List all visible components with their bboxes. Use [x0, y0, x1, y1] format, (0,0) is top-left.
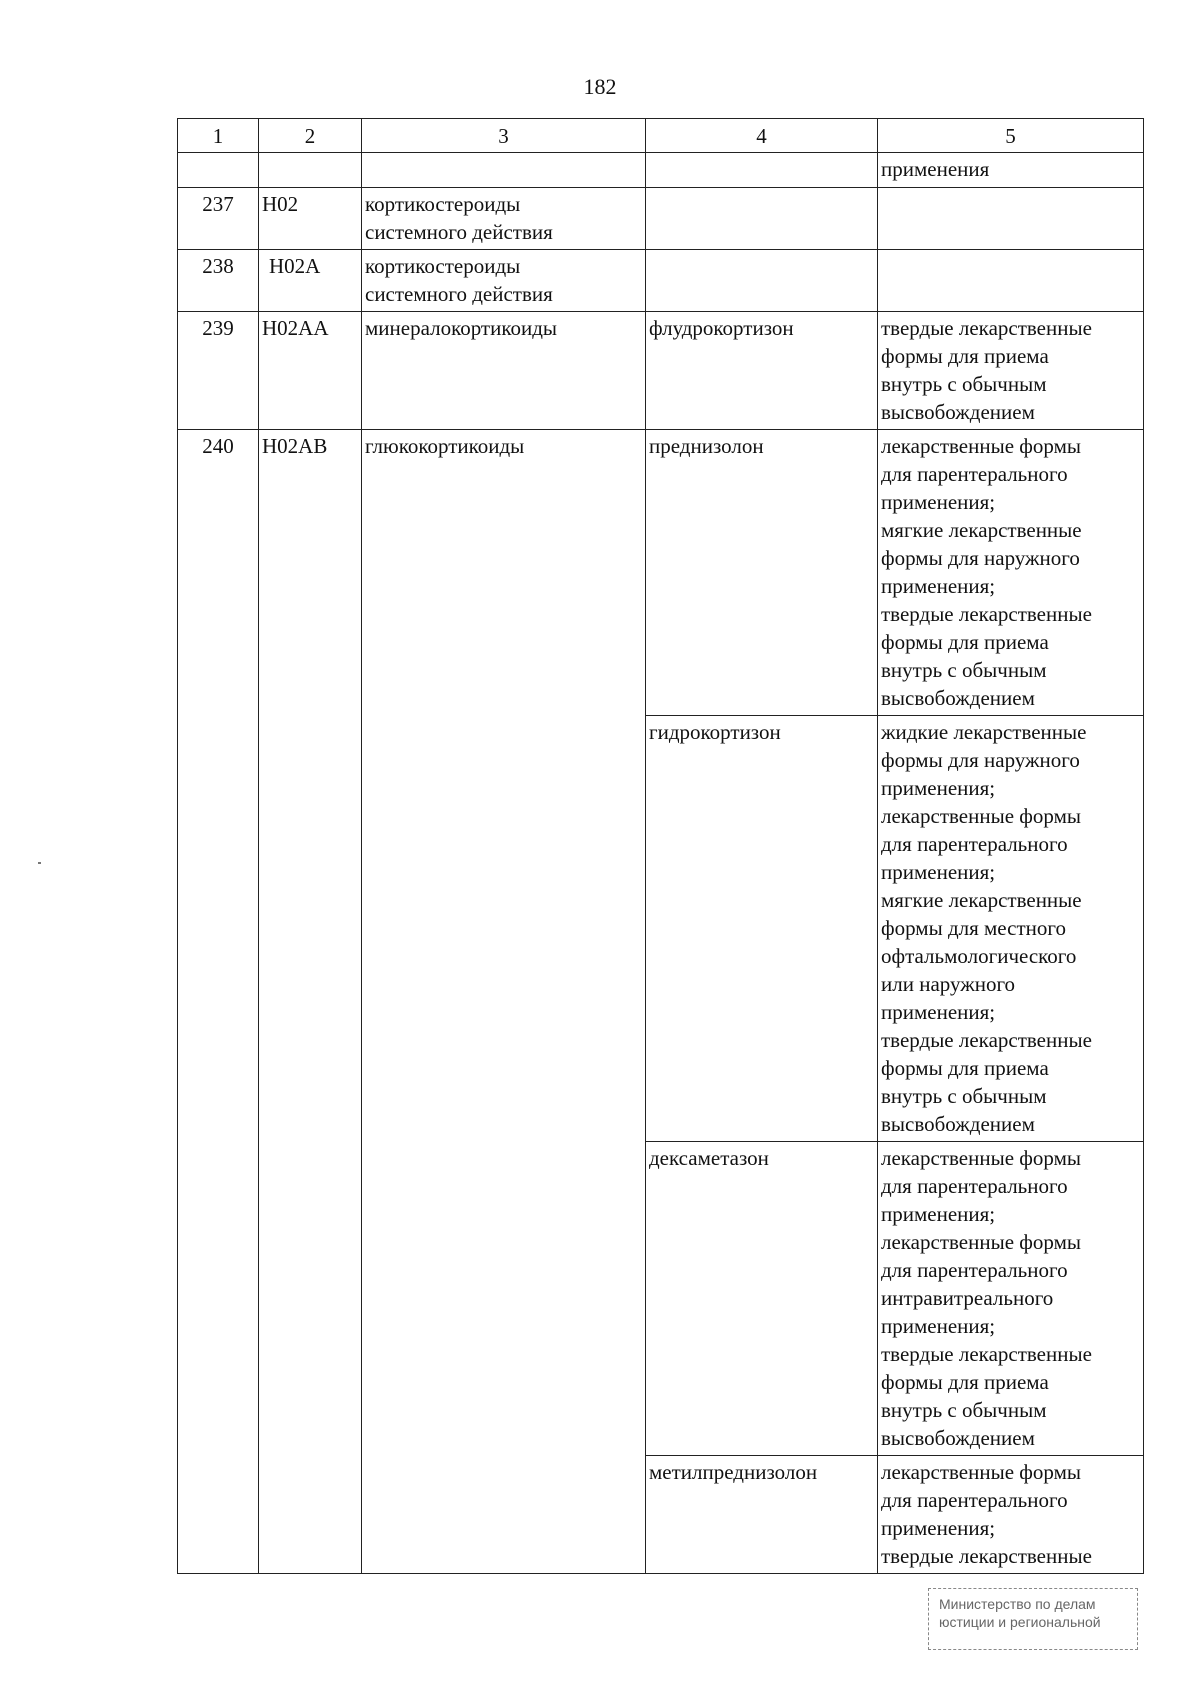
header-cell: 2: [259, 119, 362, 153]
header-cell: 5: [878, 119, 1144, 153]
form-line: мягкие лекарственные: [881, 518, 1082, 542]
ministry-stamp: [928, 1588, 1138, 1650]
row-number: 240: [178, 430, 259, 1574]
drug-name: метилпреднизолон: [646, 1456, 878, 1574]
table-row: [178, 312, 1144, 430]
form-line: для парентерального: [881, 832, 1068, 856]
form-line: применения;: [881, 1314, 996, 1338]
row-number: 239: [178, 312, 259, 430]
row-number: 237: [178, 188, 259, 250]
form-cell: [878, 1142, 1144, 1456]
table-row: [178, 188, 1144, 250]
form-line: твердые лекарственные: [881, 1342, 1092, 1366]
form-line: мягкие лекарственные: [881, 888, 1082, 912]
row-number: 238: [178, 250, 259, 312]
form-line: применения;: [881, 574, 996, 598]
form-line: твердые лекарственные: [881, 1028, 1092, 1052]
form-cell: [878, 1456, 1144, 1574]
form-line: лекарственные формы: [881, 1230, 1081, 1254]
header-cell: 1: [178, 119, 259, 153]
form-line: формы для наружного: [881, 748, 1080, 772]
atc-code: H02A: [259, 250, 362, 312]
group-cell: [362, 250, 646, 312]
form-line: применения;: [881, 776, 996, 800]
form-cell: [878, 430, 1144, 716]
form-line: применения;: [881, 860, 996, 884]
atc-code: H02: [259, 188, 362, 250]
form-line: интравитреального: [881, 1286, 1054, 1310]
form-cell: [878, 312, 1144, 430]
form-line: внутрь с обычным: [881, 658, 1047, 682]
form-line: для парентерального: [881, 1258, 1068, 1282]
group-line: системного действия: [365, 282, 553, 306]
group-line: глюкокортикоиды: [365, 434, 525, 458]
atc-code: H02AA: [259, 312, 362, 430]
form-line: применения;: [881, 1516, 996, 1540]
form-line: лекарственные формы: [881, 804, 1081, 828]
form-line: формы для приема: [881, 1056, 1049, 1080]
form-line: формы для местного: [881, 916, 1066, 940]
stamp-line: юстиции и региональной: [939, 1614, 1101, 1630]
form-line: высвобождением: [881, 400, 1035, 424]
table-row: [178, 430, 1144, 716]
form-line: для парентерального: [881, 462, 1068, 486]
form-line: для парентерального: [881, 1174, 1068, 1198]
form-line: твердые лекарственные: [881, 316, 1092, 340]
group-line: системного действия: [365, 220, 553, 244]
atc-code: H02AB: [259, 430, 362, 1574]
form-line: лекарственные формы: [881, 434, 1081, 458]
form-line: высвобождением: [881, 1112, 1035, 1136]
form-line: или наружного: [881, 972, 1016, 996]
form-line: твердые лекарственные: [881, 602, 1092, 626]
form-line: применения;: [881, 490, 996, 514]
drug-name: дексаметазон: [646, 1142, 878, 1456]
form-line: применения;: [881, 1202, 996, 1226]
scan-artifact: [38, 862, 41, 864]
drug-name: флудрокортизон: [646, 312, 878, 430]
page-number: 182: [583, 74, 617, 99]
form-line: высвобождением: [881, 686, 1035, 710]
form-line: для парентерального: [881, 1488, 1068, 1512]
form-line: лекарственные формы: [881, 1146, 1081, 1170]
group-cell: [362, 188, 646, 250]
stamp-line: Министерство по делам: [939, 1596, 1096, 1612]
header-cell: 3: [362, 119, 646, 153]
form-line: формы для приема: [881, 1370, 1049, 1394]
form-line: формы для наружного: [881, 546, 1080, 570]
group-line: кортикостероиды: [365, 192, 521, 216]
form-line: высвобождением: [881, 1426, 1035, 1450]
table-row-continuation: [178, 153, 1144, 188]
drug-name: преднизолон: [646, 430, 878, 716]
group-line: минералокортикоиды: [365, 316, 558, 340]
form-line: лекарственные формы: [881, 1460, 1081, 1484]
form-line: жидкие лекарственные: [881, 720, 1087, 744]
group-cell: [362, 430, 646, 1574]
form-line: твердые лекарственные: [881, 1544, 1092, 1568]
form-cell: применения: [878, 153, 1144, 188]
form-line: внутрь с обычным: [881, 372, 1047, 396]
form-line: внутрь с обычным: [881, 1084, 1047, 1108]
drug-name: гидрокортизон: [646, 716, 878, 1142]
group-line: кортикостероиды: [365, 254, 521, 278]
form-line: формы для приема: [881, 630, 1049, 654]
form-cell: [878, 716, 1144, 1142]
header-cell: 4: [646, 119, 878, 153]
form-line: офтальмологического: [881, 944, 1077, 968]
table-header-row: [178, 119, 1144, 153]
table-row: [178, 250, 1144, 312]
group-cell: [362, 312, 646, 430]
form-line: формы для приема: [881, 344, 1049, 368]
form-line: внутрь с обычным: [881, 1398, 1047, 1422]
form-line: применения;: [881, 1000, 996, 1024]
drug-list-table: [177, 118, 1144, 1574]
